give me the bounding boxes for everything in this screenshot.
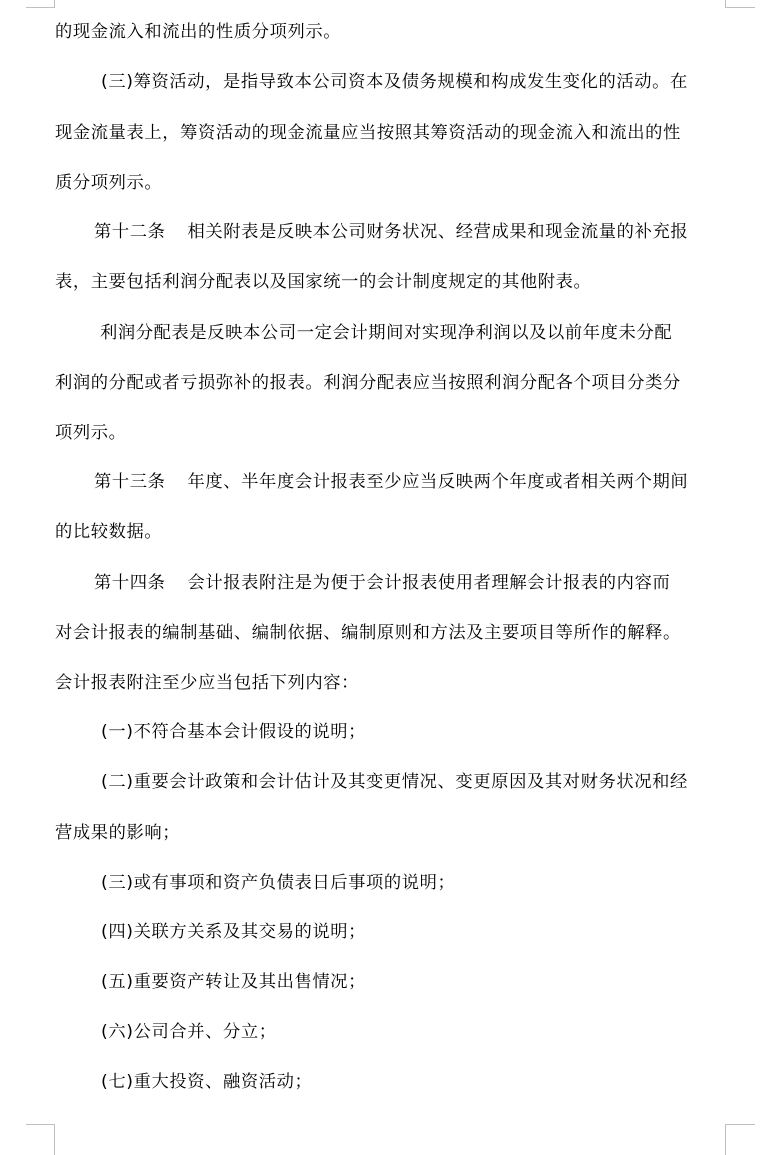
list-item-4: (四)关联方关系及其交易的说明； bbox=[101, 922, 367, 942]
page-corner-mark-top-right bbox=[725, 0, 755, 8]
article-heading: 第十三条 bbox=[94, 472, 166, 492]
page-corner-mark-bottom-left bbox=[26, 1124, 55, 1155]
text-line: 利润分配表是反映本公司一定会计期间对实现净利润以及以前年度未分配 bbox=[100, 323, 673, 343]
text-line: 质分项列示。 bbox=[55, 173, 163, 193]
list-item-6: (六)公司合并、分立； bbox=[101, 1022, 277, 1042]
article-text: 年度、半年度会计报表至少应当反映两个年度或者相关两个期间 bbox=[187, 472, 689, 492]
list-item-5: (五)重要资产转让及其出售情况； bbox=[101, 972, 367, 992]
text-line: 营成果的影响； bbox=[55, 823, 181, 843]
text-line: 的现金流入和流出的性质分项列示。 bbox=[55, 22, 342, 42]
text-line: 项列示。 bbox=[55, 423, 127, 443]
article-heading: 第十二条 bbox=[94, 222, 166, 242]
page-corner-mark-bottom-right bbox=[725, 1124, 755, 1155]
text-line: 利润的分配或者亏损弥补的报表。利润分配表应当按照利润分配各个项目分类分 bbox=[55, 373, 681, 393]
article-text: 会计报表附注是为便于会计报表使用者理解会计报表的内容而 bbox=[187, 573, 671, 593]
list-item-3: (三)或有事项和资产负债表日后事项的说明； bbox=[101, 873, 456, 893]
text-line: 表，主要包括利润分配表以及国家统一的会计制度规定的其他附表。 bbox=[55, 272, 592, 292]
article-14 bbox=[94, 571, 670, 595]
page-corner-mark-top-left bbox=[26, 0, 55, 8]
list-item-7: (七)重大投资、融资活动； bbox=[101, 1072, 313, 1092]
list-item-2: (二)重要会计政策和会计估计及其变更情况、变更原因及其对财务状况和经 bbox=[101, 772, 688, 792]
text-line: 的比较数据。 bbox=[55, 522, 163, 542]
article-13 bbox=[94, 470, 688, 494]
text-line: 会计报表附注至少应当包括下列内容： bbox=[55, 673, 359, 693]
article-heading: 第十四条 bbox=[94, 573, 166, 593]
text-line: 对会计报表的编制基础、编制依据、编制原则和方法及主要项目等所作的解释。 bbox=[55, 623, 681, 643]
text-line: 现金流量表上，筹资活动的现金流量应当按照其筹资活动的现金流入和流出的性 bbox=[55, 123, 681, 143]
list-item-financing-activities: (三)筹资活动，是指导致本公司资本及债务规模和构成发生变化的活动。在 bbox=[101, 72, 688, 92]
article-12 bbox=[94, 220, 688, 244]
list-item-1: (一)不符合基本会计假设的说明； bbox=[101, 722, 367, 742]
article-text: 相关附表是反映本公司财务状况、经营成果和现金流量的补充报 bbox=[187, 222, 689, 242]
